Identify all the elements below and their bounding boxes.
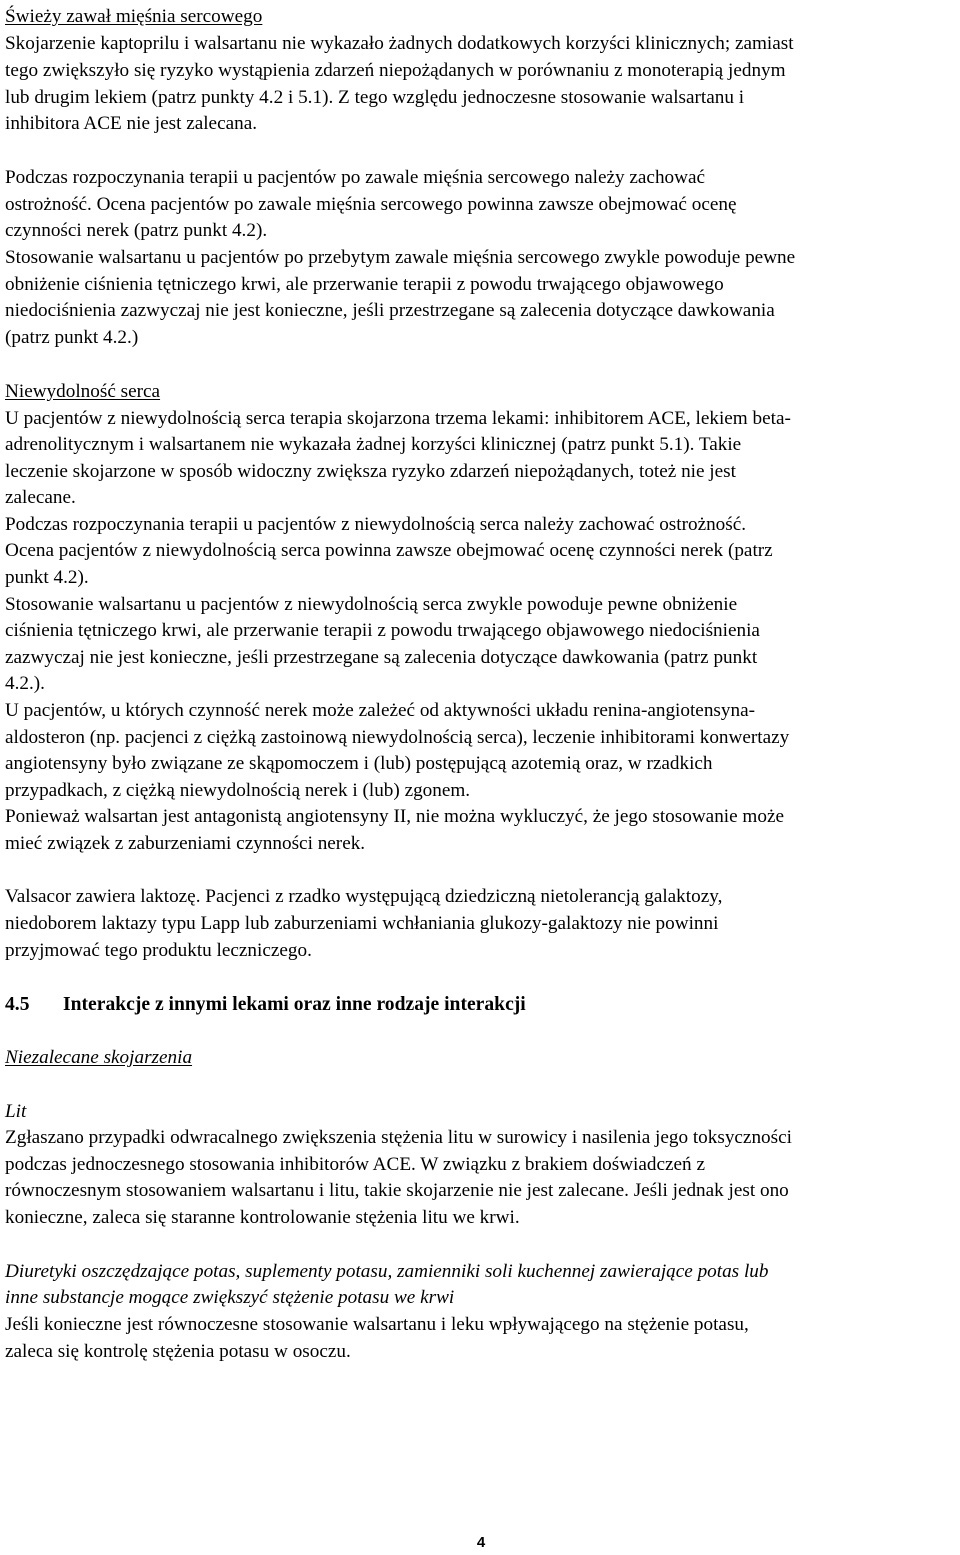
paragraph-line: Ocena pacjentów z niewydolnością serca powinna zawsze obejmować ocenę czynności nerek (patrz (5, 540, 773, 561)
paragraph-line: U pacjentów z niewydolnością serca terapia skojarzona trzema lekami: inhibitorem ACE, lekiem beta- (5, 408, 791, 429)
section-number: 4.5 (5, 994, 30, 1015)
paragraph-line: Valsacor zawiera laktozę. Pacjenci z rzadko występującą dziedziczną nietolerancją galaktozy, (5, 886, 723, 907)
paragraph-line: Zgłaszano przypadki odwracalnego zwiększenia stężenia litu w surowicy i nasilenia jego toksyczności (5, 1127, 792, 1148)
section-title: Interakcje z innymi lekami oraz inne rodzaje interakcji (63, 994, 526, 1015)
subheading-myocardial-infarction: Świeży zawał mięśnia sercowego (5, 6, 263, 27)
paragraph-line: inhibitora ACE nie jest zalecana. (5, 113, 258, 134)
subheading-heart-failure: Niewydolność serca (5, 381, 161, 402)
paragraph-line: aldosteron (np. pacjenci z ciężką zastoinową niewydolnością serca), leczenie inhibitorami konwertazy (5, 727, 790, 748)
subheading-lithium: Lit (5, 1101, 27, 1122)
subheading-potassium: Diuretyki oszczędzające potas, suplementy potasu, zamienniki soli kuchennej zawierające potas lub (5, 1261, 769, 1282)
paragraph-line: Jeśli konieczne jest równoczesne stosowanie walsartanu i leku wpływającego na stężenie potasu, (5, 1314, 749, 1335)
paragraph-line: ostrożność. Ocena pacjentów po zawale mięśnia sercowego powinna zawsze obejmować ocenę (5, 194, 737, 215)
paragraph-line: niedociśnienia zazwyczaj nie jest konieczne, jeśli przestrzegane są zalecenia dotyczące dawkowania (5, 300, 775, 321)
paragraph-line: zaleca się kontrolę stężenia potasu w osoczu. (5, 1341, 351, 1362)
paragraph-line: U pacjentów, u których czynność nerek może zależeć od aktywności układu renina-angiotensyna- (5, 700, 755, 721)
paragraph-line: Podczas rozpoczynania terapii u pacjentów po zawale mięśnia sercowego należy zachować (5, 167, 706, 188)
paragraph-line: (patrz punkt 4.2.) (5, 327, 139, 348)
paragraph-line: 4.2.). (5, 673, 45, 694)
paragraph-line: Podczas rozpoczynania terapii u pacjentów z niewydolnością serca należy zachować ostrożność. (5, 514, 747, 535)
subheading-not-recommended: Niezalecane skojarzenia (5, 1047, 193, 1068)
paragraph-line: niedoborem laktazy typu Lapp lub zaburzeniami wchłaniania glukozy-galaktozy nie powinni (5, 913, 719, 934)
paragraph-line: równoczesnym stosowaniem walsartanu i litu, takie skojarzenie nie jest zalecane. Jeśli jednak jest ono (5, 1180, 789, 1201)
paragraph-line: zazwyczaj nie jest konieczne, jeśli przestrzegane są zalecenia dotyczące dawkowania (patrz punkt (5, 647, 758, 668)
paragraph-line: obniżenie ciśnienia tętniczego krwi, ale przerwanie terapii z powodu trwającego objawowego (5, 274, 724, 295)
paragraph-line: leczenie skojarzone w sposób widoczny zwiększa ryzyko zdarzeń niepożądanych, toteż nie jest (5, 461, 736, 482)
paragraph-line: przypadkach, z ciężką niewydolnością nerek i (lub) zgonem. (5, 780, 471, 801)
paragraph-line: Ponieważ walsartan jest antagonistą angiotensyny II, nie można wykluczyć, że jego stosowanie może (5, 806, 784, 827)
subheading-potassium: inne substancje mogące zwiększyć stężenie potasu we krwi (5, 1287, 455, 1308)
paragraph-line: czynności nerek (patrz punkt 4.2). (5, 220, 268, 241)
paragraph-line: przyjmować tego produktu leczniczego. (5, 940, 312, 961)
paragraph-line: Stosowanie walsartanu u pacjentów z niewydolnością serca zwykle powoduje pewne obniżenie (5, 594, 738, 615)
paragraph-line: zalecane. (5, 487, 76, 508)
paragraph-line: Skojarzenie kaptoprilu i walsartanu nie wykazało żadnych dodatkowych korzyści klinicznych; zamiast (5, 33, 794, 54)
paragraph-line: adrenolitycznym i walsartanem nie wykazała żadnej korzyści klinicznej (patrz punkt 5.1). Takie (5, 434, 742, 455)
paragraph-line: Stosowanie walsartanu u pacjentów po przebytym zawale mięśnia sercowego zwykle powoduje pewne (5, 247, 796, 268)
paragraph-line: ciśnienia tętniczego krwi, ale przerwanie terapii z powodu trwającego objawowego niedociśnienia (5, 620, 760, 641)
paragraph-line: lub drugim lekiem (patrz punkty 4.2 i 5.1). Z tego względu jednoczesne stosowanie walsartanu i (5, 87, 745, 108)
paragraph-line: angiotensyny było związane ze skąpomoczem i (lub) postępującą azotemią oraz, w rzadkich (5, 753, 713, 774)
paragraph-line: konieczne, zaleca się staranne kontrolowanie stężenia litu we krwi. (5, 1207, 520, 1228)
page-number: 4 (476, 1534, 486, 1551)
paragraph-line: mieć związek z zaburzeniami czynności nerek. (5, 833, 366, 854)
paragraph-line: tego zwiększyło się ryzyko wystąpienia zdarzeń niepożądanych w porównaniu z monoterapią jednym (5, 60, 786, 81)
paragraph-line: podczas jednoczesnego stosowania inhibitorów ACE. W związku z brakiem doświadczeń z (5, 1154, 705, 1175)
paragraph-line: punkt 4.2). (5, 567, 89, 588)
